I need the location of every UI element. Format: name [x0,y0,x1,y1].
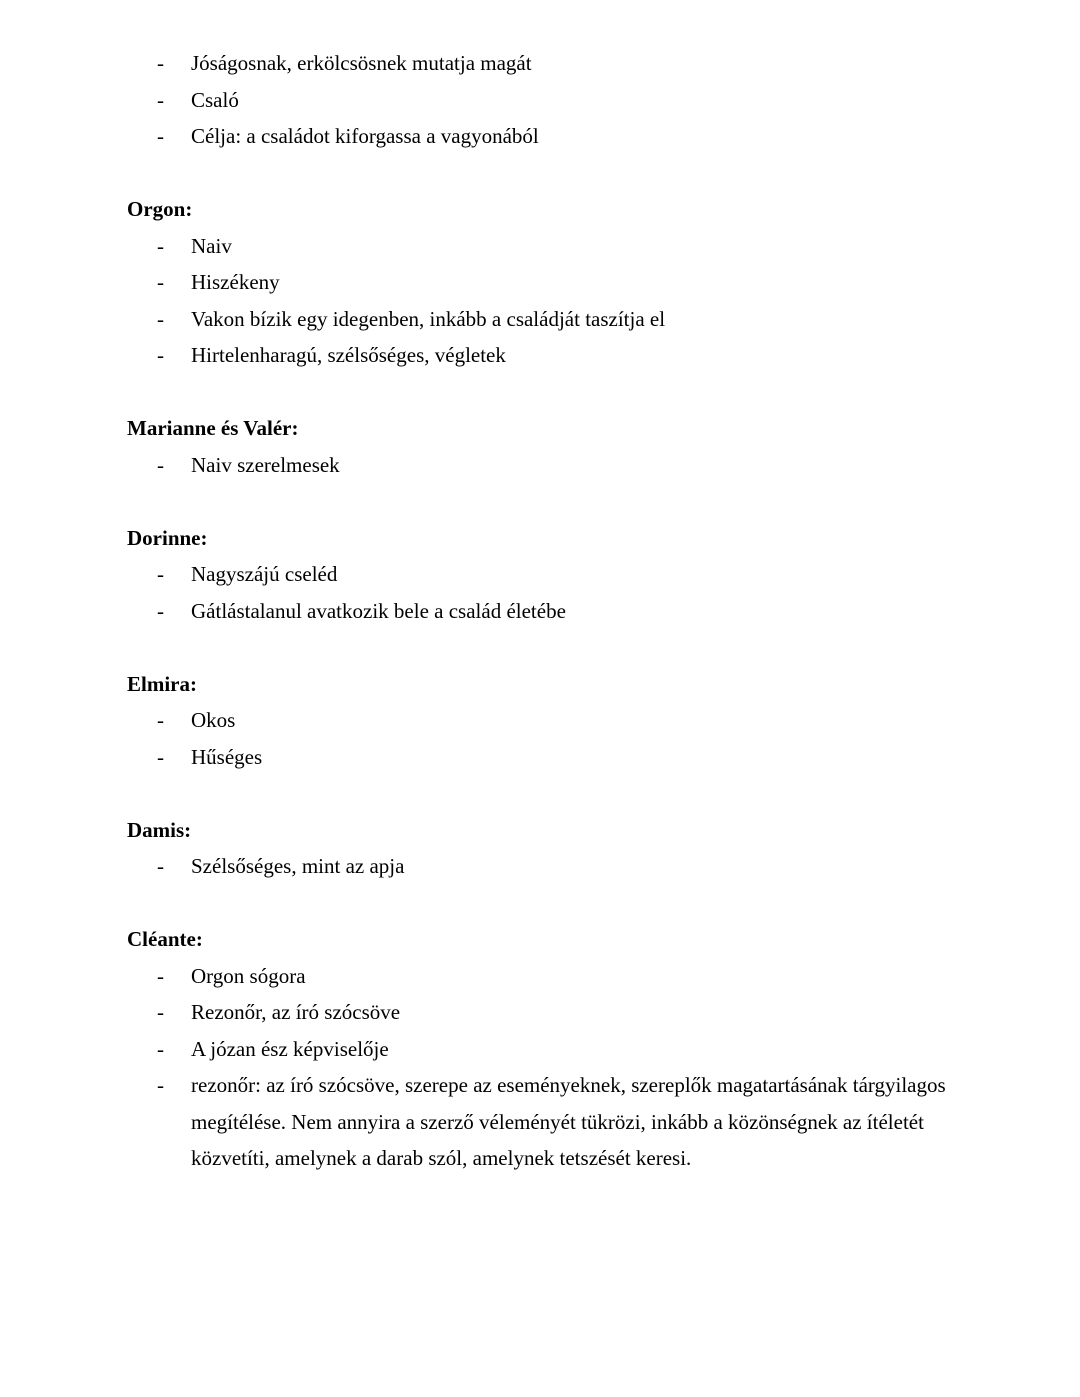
list-bullet-dash: - [157,744,164,769]
section-heading: Cléante: [127,927,203,951]
list-bullet-dash: - [157,562,164,586]
list-bullet-dash: - [157,598,164,623]
list-item-text: Jóságosnak, erkölcsösnek mutatja magát [191,51,532,75]
list-bullet-dash: - [157,124,164,148]
list-item-text: Vakon bízik egy idegenben, inkább a családját taszítja el [191,306,666,331]
list-bullet-dash: - [157,854,164,878]
list-item-text-line: közvetíti, amelynek a darab szól, amelynek tetszését keresi. [191,1146,692,1170]
list-item-text: A józan ész képviselője [191,1036,389,1061]
section-heading: Dorinne: [127,525,208,550]
list-bullet-dash: - [157,343,164,367]
list-item-text: Hűséges [191,744,263,769]
list-bullet-dash: - [157,963,164,988]
list-bullet-dash: - [157,270,164,294]
section-heading: Damis: [127,817,192,842]
list-item-text: Csaló [191,87,239,112]
section-heading: Orgon: [127,197,193,221]
list-item-text: Naiv szerelmesek [191,452,340,477]
list-item-text-line: rezonőr: az író szócsöve, szerepe az eseményeknek, szereplők magatartásának tárgyilagos [191,1073,946,1097]
list-bullet-dash: - [157,1000,164,1024]
list-bullet-dash: - [157,51,164,75]
list-item-text: Célja: a családot kiforgassa a vagyonából [191,124,539,148]
list-bullet-dash: - [157,1073,164,1097]
section-heading: Elmira: [127,671,197,696]
list-bullet-dash: - [157,306,164,331]
list-item-text: Hiszékeny [191,270,280,294]
list-item-text-line: megítélése. Nem annyira a szerző véleményét tükrözi, inkább a közönségnek az ítéletét [191,1109,924,1134]
list-item-text: Nagyszájú cseléd [191,562,338,586]
list-bullet-dash: - [157,1036,164,1061]
list-item-text: Okos [191,708,236,732]
list-item-text: Hirtelenharagú, szélsőséges, végletek [191,343,506,367]
list-bullet-dash: - [157,87,164,112]
list-bullet-dash: - [157,708,164,732]
list-bullet-dash: - [157,233,164,258]
list-item-text: Gátlástalanul avatkozik bele a család életébe [191,598,566,623]
list-item-text: Orgon sógora [191,963,306,988]
section-heading: Marianne és Valér: [127,416,299,440]
list-item-text: Szélsőséges, mint az apja [191,854,405,878]
list-bullet-dash: - [157,452,164,477]
list-item-text: Rezonőr, az író szócsöve [191,1000,401,1024]
list-item-text: Naiv [191,233,232,258]
